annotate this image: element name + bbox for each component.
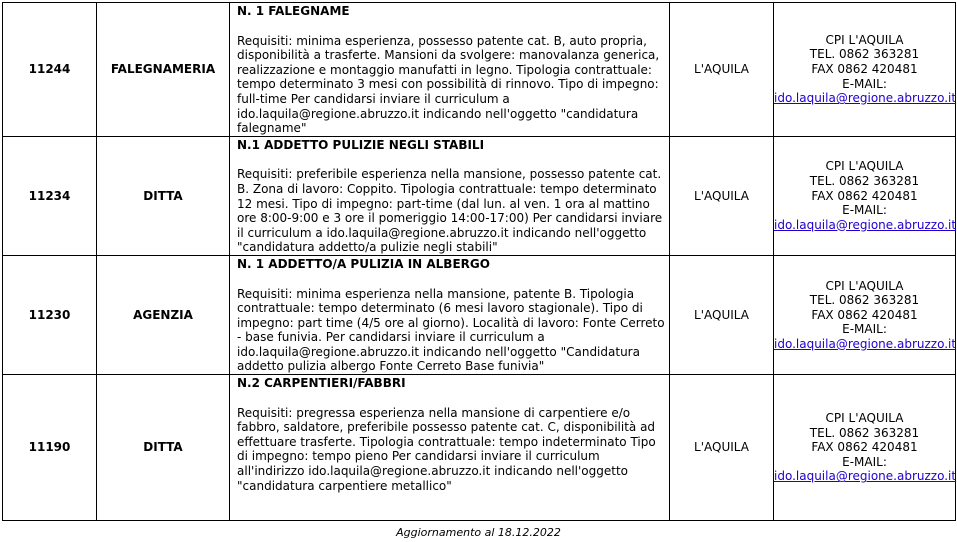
contact-fax: FAX 0862 420481 (811, 188, 918, 203)
company-type: AGENZIA (97, 255, 230, 374)
contact-office: CPI L'AQUILA (825, 159, 904, 174)
job-requirements: Requisiti: pregressa esperienza nella mansione di carpentiere e/o fabbro, saldatore, preferibile possesso patente cat. C, disponibilità ad effettuare trasferte. Tipologia contrattuale: tempo indeterminato Tipo di impegno: tempo pieno Per candidarsi inviare il curriculum all'indirizzo ido.laquila@regione.abruzzo.it indicando nell'oggetto "candidatura carpentiere metallico" (237, 405, 656, 493)
contact-email-label: E-MAIL: (842, 76, 887, 91)
contact-email-link[interactable]: ido.laquila@regione.abruzzo.it (774, 336, 957, 351)
contact-cell (774, 3, 956, 137)
contact-email-link[interactable]: ido.laquila@regione.abruzzo.it (774, 217, 957, 232)
contact-office: CPI L'AQUILA (825, 411, 904, 426)
contact-phone: TEL. 0862 363281 (809, 47, 920, 62)
job-title: N. 1 FALEGNAME (237, 4, 350, 18)
table-row (3, 375, 956, 521)
job-title: N.1 ADDETTO PULIZIE NEGLI STABILI (237, 137, 485, 152)
contact-email-link[interactable]: ido.laquila@regione.abruzzo.it (774, 91, 957, 106)
job-requirements: Requisiti: preferibile esperienza nella mansione, possesso patente cat. B. Zona di lavoro: Coppito. Tipologia contrattuale: tempo determinato 12 mesi. Tipo di impegno: part-time (dal lun. al ven. 1 ora al mattino ore 8:00-9:00 e 3 ore il pomeriggio 14:00-17:00) Per candidarsi inviare il curriculum a ido.laquila@regione.abruzzo.it indicando nell'oggetto "candidatura addetto/a pulizie negli stabili" (237, 167, 663, 255)
table-row (3, 136, 956, 255)
job-id: 11230 (3, 255, 97, 374)
job-title: N.2 CARPENTIERI/FABBRI (237, 376, 406, 391)
table-row (3, 3, 956, 137)
job-id: 11244 (3, 3, 97, 137)
contact-phone: TEL. 0862 363281 (809, 425, 920, 440)
contact-phone: TEL. 0862 363281 (809, 293, 920, 308)
company-type: DITTA (97, 375, 230, 521)
job-title: N. 1 ADDETTO/A PULIZIA IN ALBERGO (237, 256, 490, 271)
job-listings-table (2, 2, 956, 521)
contact-fax: FAX 0862 420481 (811, 307, 918, 322)
company-type: FALEGNAMERIA (97, 3, 230, 137)
job-description-cell (230, 136, 670, 255)
contact-office: CPI L'AQUILA (825, 32, 904, 47)
job-description-cell (230, 375, 670, 521)
contact-phone: TEL. 0862 363281 (809, 173, 920, 188)
job-requirements: Requisiti: minima esperienza, possesso patente cat. B, auto propria, disponibilità a trasferte. Mansioni da svolgere: manovalanza generica, realizzazione e montaggio manufatti in legno. Tipologia contrattuale: tempo determinato 3 mesi con possibilità di rinnovo. Tipo di impegno: full-time Per candidarsi inviare il curriculum a ido.laquila@regione.abruzzo.it indicando nell'oggetto "candidatura falegname" (237, 33, 660, 136)
company-type: DITTA (97, 136, 230, 255)
job-description-cell (230, 255, 670, 374)
contact-email-label: E-MAIL: (842, 203, 887, 218)
contact-fax: FAX 0862 420481 (811, 62, 918, 77)
job-location: L'AQUILA (670, 136, 774, 255)
job-location: L'AQUILA (670, 3, 774, 137)
contact-email-link[interactable]: ido.laquila@regione.abruzzo.it (774, 469, 957, 484)
job-id: 11190 (3, 375, 97, 521)
job-description-cell (230, 3, 670, 137)
contact-office: CPI L'AQUILA (825, 278, 904, 293)
contact-email-label: E-MAIL: (842, 322, 887, 337)
contact-cell (774, 136, 956, 255)
contact-fax: FAX 0862 420481 (811, 440, 918, 455)
job-requirements: Requisiti: minima esperienza nella mansione, patente B. Tipologia contrattuale: tempo determinato (6 mesi lavoro stagionale). Tipo di impegno: part time (4/5 ore al giorno). Località di lavoro: Fonte Cerreto - base funivia. Per candidarsi inviare il curriculum a ido.laquila@regione.abruzzo.it indicando nell'oggetto "Candidatura addetto pulizia albergo Fonte Cerreto Base funivia" (237, 286, 665, 374)
job-location: L'AQUILA (670, 255, 774, 374)
contact-email-label: E-MAIL: (842, 454, 887, 469)
update-date-footer: Aggiornamento al 18.12.2022 (396, 526, 561, 539)
contact-cell (774, 255, 956, 374)
table-row (3, 255, 956, 374)
job-location: L'AQUILA (670, 375, 774, 521)
contact-cell (774, 375, 956, 521)
job-id: 11234 (3, 136, 97, 255)
